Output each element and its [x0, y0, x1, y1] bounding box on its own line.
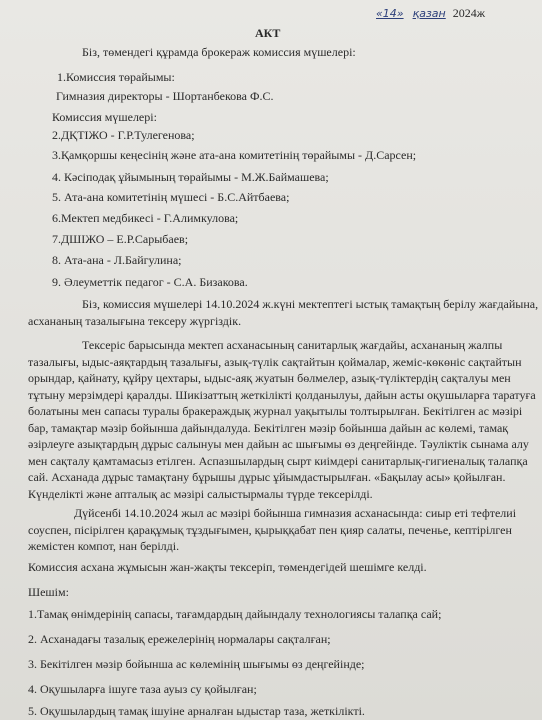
paragraph-line: тазалығы, ыдыс-аяқтардың тазалығы, азық-түлік сақтайтын қоймалар, жеміс-көкөніс сақтайтын	[28, 354, 522, 369]
paragraph-line: жемістен компот, нан берілді.	[28, 539, 180, 553]
paragraph-line: соуспен, пісірілген қарақұмық тұздығымен, қырыққабат пен қияр салаты, печенье, кептірілген	[28, 522, 512, 537]
paragraph-line: Дүйсенбі 14.10.2024 жыл ас мәзірі бойынша гимназия асханасында: сиыр еті тефтелиі	[74, 506, 517, 520]
chair-name: Гимназия директоры - Шортанбекова Ф.С.	[56, 89, 274, 103]
member-item: 5. Ата-ана комитетінің мүшесі - Б.С.Айтбаева;	[52, 190, 290, 204]
summary-text: Комиссия асхана жұмысын жан-жақты тексеріп, төмендегідей шешімге келді.	[28, 560, 427, 574]
paragraph-line: Тексеріс барысында мектеп асханасының санитарлық жағдайы, асхананың жалпы	[82, 338, 503, 352]
member-item: 3.Қамқоршы кеңесінің және ата-ана комитетінің төрайымы - Д.Сарсен;	[52, 148, 417, 162]
paragraph-line: тұтыну мерзімдері қаралды. Шикізаттың жеткілікті қолданылуы, дайын асты оқушыларға таратуға	[28, 387, 536, 402]
paragraph-line: әзірлеуге азықтардың дұрыс салынуы мен дайын ас шығымы өз деңгейінде. Тәуліктік сынама алу	[28, 437, 529, 451]
member-item: 9. Әлеуметтік педагог - С.А. Бизакова.	[52, 275, 248, 289]
decision-item: 5. Оқушылардың тамақ ішуіне арналған ыдыстар таза, жеткілікті.	[28, 704, 365, 718]
date-day: «14»	[376, 7, 404, 20]
date-year: 2024ж	[452, 6, 486, 20]
paragraph-line: болатыны мен сапасы туралы бракераждық журнал уақытылы толтырылған. Бекітілген ас мәзірі	[28, 404, 523, 418]
decision-item: 4. Оқушыларға ішуге таза ауыз су қойылған;	[28, 682, 257, 696]
decision-label: Шешім:	[28, 585, 69, 599]
date-month: қазан	[412, 7, 446, 20]
paragraph-menu	[28, 505, 516, 555]
document-title: АКТ	[255, 26, 281, 40]
chair-label: 1.Комиссия төрайымы:	[57, 70, 175, 84]
members-label: Комиссия мүшелері:	[52, 110, 157, 124]
member-item: 7.ДШІЖО – Е.Р.Сарыбаев;	[52, 232, 189, 246]
date-line	[376, 6, 485, 21]
paragraph-findings	[28, 337, 536, 502]
member-item: 8. Ата-ана - Л.Байгулина;	[52, 253, 182, 267]
decision-item: 3. Бекітілген мәзір бойынша ас көлемінің шығымы өз деңгейінде;	[28, 657, 365, 671]
paragraph-line: бар, тамақтар мәзір бойынша дайындалуда. Бекітілген мәзір бойынша дайын ас көлемі, тамақ	[28, 420, 509, 435]
member-item: 6.Мектеп медбикесі - Г.Алимкулова;	[52, 211, 239, 225]
decision-item: 1.Тамақ өнімдерінің сапасы, тағамдардың дайындалу технологиясы талапқа сай;	[28, 607, 442, 621]
paragraph-line: сай. Асханада дұрыс тамақтану бұрышы дұрыс ұйымдастырылған. «Бақылау асы» қойылған.	[28, 470, 506, 484]
paragraph-line: орындар, қайнату, құйру цехтары, ыдыс-аяқ жуатын бөлмелер, азық-түліктердің сақталуы мен	[28, 371, 511, 385]
member-item: 4. Кәсіподақ ұйымының төрайымы - М.Ж.Баймашева;	[52, 170, 329, 184]
paragraph-line: мен сақталу қамтамасыз етілген. Аспазшылардың сырт киімдері санитарлық-гигиеналық талапқа	[28, 453, 528, 468]
member-item: 2.ДҚТІЖО - Г.Р.Тулегенова;	[52, 128, 195, 142]
paragraph-line: асхананың тазалығына тексеру жүргіздік.	[28, 313, 242, 328]
paragraph-line: Күнделікті және апталық ас мәзірі салыстырмалы түрде тексерілді.	[28, 486, 373, 501]
intro-text: Біз, төмендегі құрамда брокераж комиссия мүшелері:	[82, 45, 356, 59]
paragraph-inspection	[28, 296, 538, 329]
paragraph-line: Біз, комиссия мүшелері 14.10.2024 ж.күні мектептегі ыстық тамақтың берілу жағдайына,	[82, 297, 539, 311]
decision-item: 2. Асханадағы тазалық ережелерінің нормалары сақталған;	[28, 632, 331, 646]
